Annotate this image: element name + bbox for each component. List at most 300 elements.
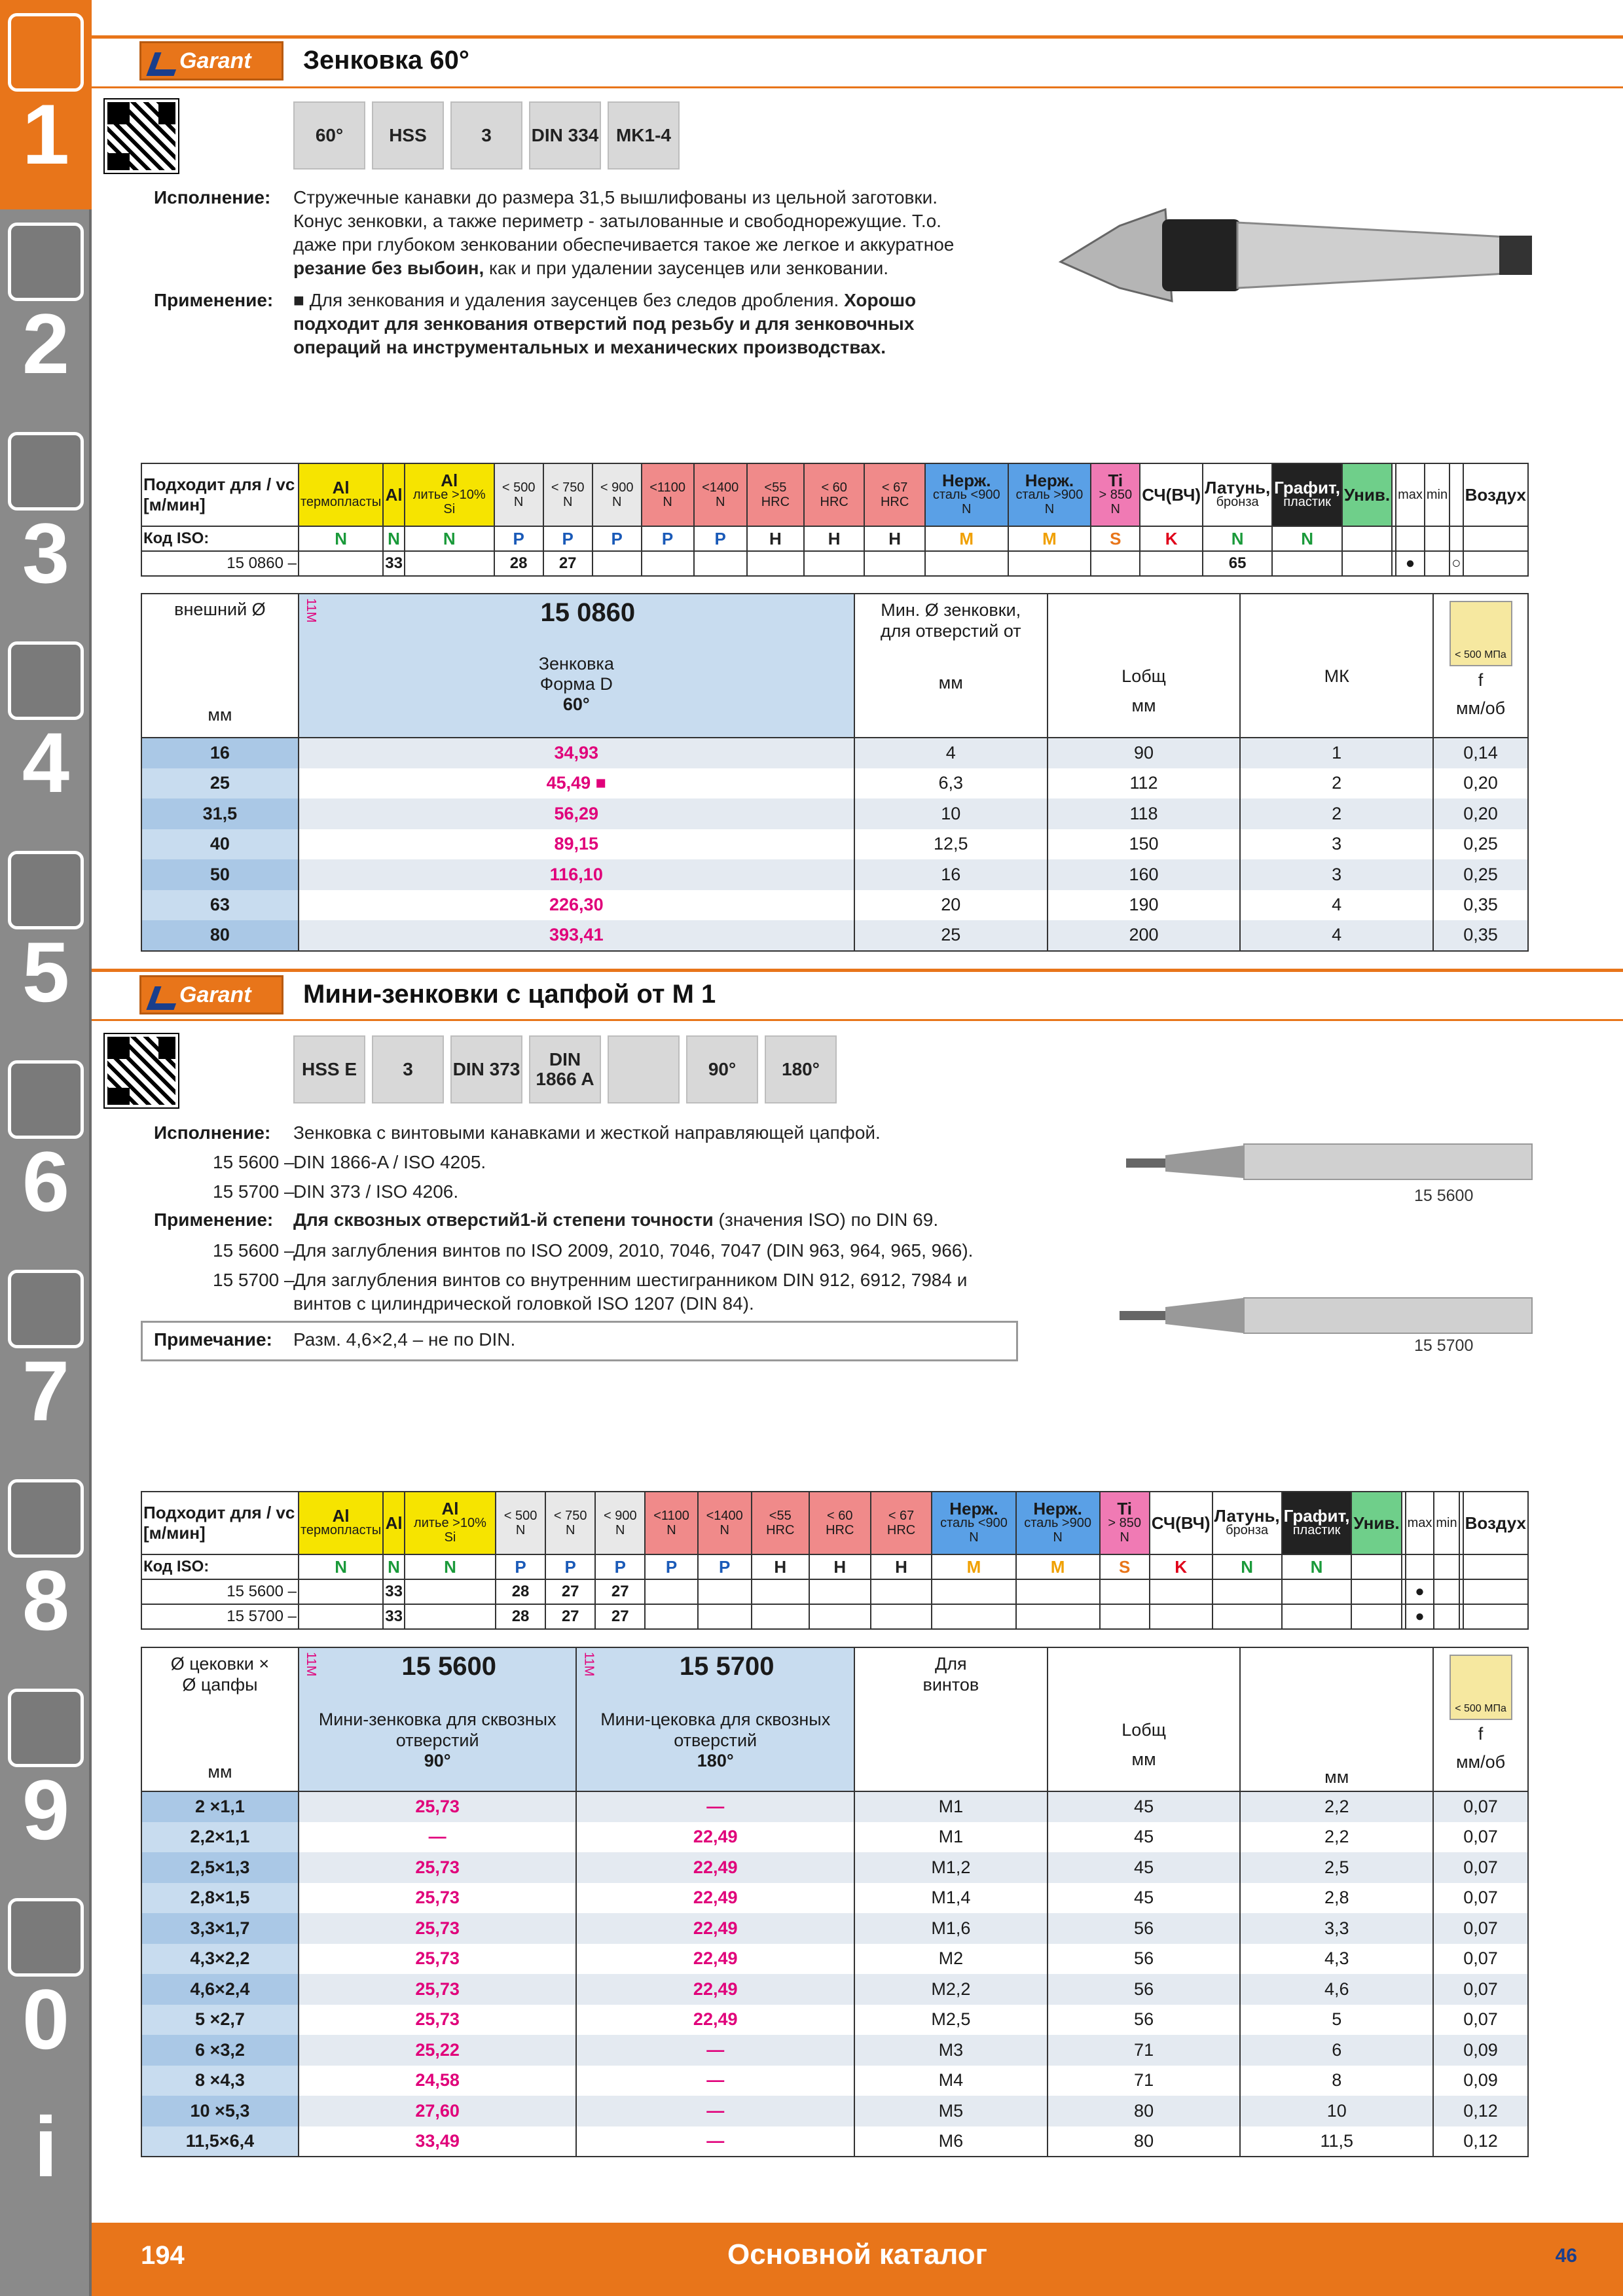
header-article-150860: 11M 15 0860 Зенковка Форма D 60° [299, 594, 854, 738]
chapter-icon [8, 432, 84, 511]
iso-value [405, 551, 494, 576]
table-row [141, 1791, 1528, 1822]
material-col-11: Нерж. сталь <900 N [932, 1492, 1015, 1554]
table-cell: 8 [1240, 2066, 1433, 2096]
iso-code: P [494, 526, 543, 551]
chapter-icon [8, 1479, 84, 1558]
table-cell: 5 [1240, 2005, 1433, 2036]
iso-value: 27 [545, 1579, 595, 1604]
exec-text-2: Зенковка с винтовыми канавками и жесткой направляющей цапфой. [293, 1122, 881, 1143]
iso-value [405, 1604, 496, 1629]
material-col-14: СЧ(ВЧ) [1140, 463, 1203, 526]
app-text-2: Для сквозных отверстий1-й степени точности (значения ISO) по DIN 69. [293, 1210, 939, 1230]
iso-value [1091, 551, 1140, 576]
material-col-2: Al литье >10% Si [405, 1492, 496, 1554]
caption-155700: 15 5700 [1414, 1336, 1474, 1355]
iso-code-label: Код ISO: [141, 526, 299, 551]
iso-code: P [593, 526, 642, 551]
chapter-number: 1 [22, 86, 70, 182]
table-cell: M2,2 [854, 1974, 1048, 2005]
exec-line-1: DIN 1866-A / ISO 4205. [293, 1152, 486, 1172]
price-cell: — [576, 2126, 854, 2157]
price-cell: — [299, 1822, 577, 1853]
table-cell: 2,2×1,1 [141, 1822, 299, 1853]
table-cell: 0,07 [1433, 1883, 1528, 1914]
spec-badge-1: 3 [372, 1035, 444, 1103]
table-row [141, 859, 1528, 890]
iso-row-article: 15 0860 – [141, 551, 299, 576]
iso-code: K [1150, 1554, 1213, 1579]
table-row [141, 829, 1528, 860]
iso-code: N [1282, 1554, 1352, 1579]
chapter-icon [8, 851, 84, 929]
material-col-0: Al термопласты [299, 463, 383, 526]
iso-code-label: Код ISO: [141, 1554, 299, 1579]
iso-value [1016, 1604, 1100, 1629]
material-col-13: Ti > 850 N [1091, 463, 1140, 526]
chapter-tab-8[interactable] [0, 1466, 92, 1676]
iso-code: H [871, 1554, 932, 1579]
iso-value [871, 1604, 932, 1629]
table-cell: M3 [854, 2035, 1048, 2066]
table-row [141, 2005, 1528, 2036]
table-cell: 2,2 [1240, 1822, 1433, 1853]
price-cell: 25,73 [299, 1791, 577, 1822]
table-cell: 0,09 [1433, 2035, 1528, 2066]
catalog-title: Основной каталог [727, 2238, 987, 2270]
iso-value: 27 [543, 551, 593, 576]
table-cell: 4,6 [1240, 1974, 1433, 2005]
spec-badge-4 [608, 1035, 680, 1103]
table-cell: 200 [1048, 920, 1241, 951]
table-cell: 63 [141, 890, 299, 921]
chapter-number: 4 [22, 715, 70, 810]
material-col-12: Нерж. сталь >900 N [1016, 1492, 1100, 1554]
iso-code: P [642, 526, 694, 551]
table-cell: 10 [1240, 2096, 1433, 2126]
app-label-2: Применение: [154, 1210, 274, 1230]
table-cell: 45 [1048, 1822, 1241, 1853]
table-row [141, 1944, 1528, 1975]
table-cell: M1,4 [854, 1883, 1048, 1914]
price-cell: 393,41 [299, 920, 854, 951]
price-cell: 22,49 [576, 1852, 854, 1883]
price-cell: 22,49 [576, 1913, 854, 1944]
table-cell: 2 [1240, 798, 1433, 829]
table-cell: 6 ×3,2 [141, 2035, 299, 2066]
chapter-number: 2 [22, 296, 70, 391]
iso-code: M [925, 526, 1008, 551]
material-col-14: СЧ(ВЧ) [1150, 1492, 1213, 1554]
spec-badge-2: 3 [450, 101, 522, 170]
chapter-tab-i[interactable] [0, 2094, 92, 2296]
chapter-tab-0[interactable] [0, 1885, 92, 2094]
iso-code [1463, 526, 1528, 551]
table-row [141, 1822, 1528, 1853]
exec-line-2: DIN 373 / ISO 4206. [293, 1181, 459, 1202]
iso-code: M [1016, 1554, 1100, 1579]
iso-value: 65 [1203, 551, 1272, 576]
app-label: Применение: [154, 290, 274, 310]
price-cell: 25,22 [299, 2035, 577, 2066]
iso-value: 27 [545, 1604, 595, 1629]
iso-code: P [645, 1554, 697, 1579]
mini-countersink-table [141, 1647, 1529, 2157]
spec-badge-0: HSS E [293, 1035, 365, 1103]
exec-label-2: Исполнение: [154, 1122, 271, 1143]
caption-155600: 15 5600 [1414, 1187, 1474, 1205]
exec-code-2: 15 5700 – [213, 1181, 295, 1202]
iso-value: 27 [595, 1579, 645, 1604]
price-cell: 45,49 ■ [299, 768, 854, 799]
iso-code: H [864, 526, 924, 551]
iso-value: 33 [383, 551, 405, 576]
note-text: Разм. 4,6×2,4 – не по DIN. [293, 1329, 516, 1350]
chapter-tab-3[interactable] [0, 419, 92, 628]
material-col-17: Унив. [1342, 463, 1392, 526]
material-col-8: <55 HRC [752, 1492, 809, 1554]
material-col-5: < 900 N [593, 463, 642, 526]
app-code-2: 15 5700 – [213, 1270, 295, 1290]
app-code-1: 15 5600 – [213, 1240, 295, 1261]
table-row [141, 920, 1528, 951]
table-cell: 45 [1048, 1883, 1241, 1914]
material-col-13: Ti > 850 N [1100, 1492, 1150, 1554]
spec-badge-1: HSS [372, 101, 444, 170]
iso-code [1396, 526, 1425, 551]
table-cell: 80 [141, 920, 299, 951]
table-cell: 10 ×5,3 [141, 2096, 299, 2126]
material-col-5: < 900 N [595, 1492, 645, 1554]
chapter-tab-1[interactable] [0, 0, 92, 209]
countersink-mk-tool-image [1048, 190, 1545, 308]
table-cell: 0,07 [1433, 1791, 1528, 1822]
price-cell: — [576, 2035, 854, 2066]
table-cell: 25 [141, 768, 299, 799]
table-cell: 4 [854, 738, 1048, 768]
table-cell: M1,6 [854, 1913, 1048, 1944]
iso-header-label: Подходит для / vc [м/мин] [141, 463, 299, 526]
table-cell: 3 [1240, 859, 1433, 890]
iso-code: M [932, 1554, 1015, 1579]
iso-code: N [1203, 526, 1272, 551]
iso-row-article: 15 5700 – [141, 1604, 299, 1629]
exec-label: Исполнение: [154, 187, 271, 207]
iso-value [1213, 1604, 1282, 1629]
price-cell: 116,10 [299, 859, 854, 890]
iso-code [1425, 526, 1450, 551]
iso-value [1425, 551, 1450, 576]
iso-value [698, 1579, 752, 1604]
garant-logo: Garant [139, 975, 283, 1014]
iso-code: P [694, 526, 747, 551]
chapter-tab-5[interactable] [0, 838, 92, 1047]
table-cell: 4,3×2,2 [141, 1944, 299, 1975]
table-cell: 0,25 [1433, 859, 1528, 890]
iso-code: N [1272, 526, 1342, 551]
header-total-length: Lобщ мм [1048, 1647, 1241, 1791]
iso-code: P [543, 526, 593, 551]
table-cell: 31,5 [141, 798, 299, 829]
material-col-19: max [1406, 1492, 1434, 1554]
table-cell: 16 [141, 738, 299, 768]
chapter-tab-6[interactable] [0, 1047, 92, 1257]
table-cell: 0,12 [1433, 2126, 1528, 2157]
material-col-6: <1100 N [645, 1492, 697, 1554]
chapter-icon [8, 13, 84, 92]
table-cell: 0,07 [1433, 1913, 1528, 1944]
iso-code: N [405, 526, 494, 551]
table-row [141, 1974, 1528, 2005]
iso-value [809, 1604, 871, 1629]
table-cell: M6 [854, 2126, 1048, 2157]
material-col-8: <55 HRC [747, 463, 804, 526]
iso-value: ● [1406, 1579, 1434, 1604]
table-cell: 80 [1048, 2126, 1241, 2157]
iso-value [1434, 1579, 1459, 1604]
table-cell: 56 [1048, 2005, 1241, 2036]
table-row [141, 2035, 1528, 2066]
iso-value [1351, 1604, 1401, 1629]
iso-value [645, 1604, 697, 1629]
header-morse-taper: МК [1240, 594, 1433, 738]
table-cell: 6,3 [854, 768, 1048, 799]
iso-value [645, 1579, 697, 1604]
iso-row-article: 15 5600 – [141, 1579, 299, 1604]
note-box [141, 1321, 1018, 1361]
table-cell: 10 [854, 798, 1048, 829]
material-col-21 [1450, 463, 1463, 526]
chapter-icon [8, 1060, 84, 1139]
section2-title: Мини-зенковки с цапфой от М 1 [303, 980, 716, 1009]
material-col-16: Графит, пластик [1282, 1492, 1352, 1554]
header-screw-size: Для винтов [854, 1647, 1048, 1791]
app-text: ■ Для зенкования и удаления заусенцев без следов дробления. Хорошо подходит для зенкования отверстий под резьбу и для зенковочных операций на инструментальных и механических производствах. [293, 290, 917, 357]
price-cell: 56,29 [299, 798, 854, 829]
header-total-length: Lобщ мм [1048, 594, 1241, 738]
iso-value [1342, 551, 1392, 576]
iso-value [1016, 1579, 1100, 1604]
table-cell: 0,25 [1433, 829, 1528, 860]
price-cell: 25,73 [299, 1883, 577, 1914]
material-col-11: Нерж. сталь <900 N [925, 463, 1008, 526]
countersink-60-table [141, 593, 1529, 952]
table-cell: 0,07 [1433, 2005, 1528, 2036]
table-row [141, 2066, 1528, 2096]
price-cell: 33,49 [299, 2126, 577, 2157]
table-cell: 0,07 [1433, 1944, 1528, 1975]
iso-value [1150, 1579, 1213, 1604]
price-cell: 25,73 [299, 1944, 577, 1975]
material-col-15: Латунь, бронза [1203, 463, 1272, 526]
table-cell: 25 [854, 920, 1048, 951]
table-cell: M1 [854, 1822, 1048, 1853]
iso-value: 28 [494, 551, 543, 576]
material-col-20: min [1434, 1492, 1459, 1554]
table-cell: 71 [1048, 2035, 1241, 2066]
page-number: 194 [141, 2241, 185, 2270]
iso-value [871, 1579, 932, 1604]
table-cell: 16 [854, 859, 1048, 890]
table-cell: 0,09 [1433, 2066, 1528, 2096]
price-cell: 24,58 [299, 2066, 577, 2096]
spec-badge-4: MK1-4 [608, 101, 680, 170]
iso-value [1282, 1604, 1352, 1629]
iso-value [1463, 1579, 1528, 1604]
table-cell: 4 [1240, 920, 1433, 951]
iso-value [1282, 1579, 1352, 1604]
iso-value [1150, 1604, 1213, 1629]
iso-value [642, 551, 694, 576]
iso-code: P [496, 1554, 545, 1579]
garant-logo: Garant [139, 41, 283, 81]
table-cell: 0,20 [1433, 768, 1528, 799]
table-cell: 118 [1048, 798, 1241, 829]
note-label: Примечание: [154, 1329, 272, 1350]
table-cell: 112 [1048, 768, 1241, 799]
table-cell: 2,5×1,3 [141, 1852, 299, 1883]
iso-value [1213, 1579, 1282, 1604]
table-cell: 2,8 [1240, 1883, 1433, 1914]
iso-code: N [405, 1554, 496, 1579]
material-col-22: Воздух [1463, 463, 1528, 526]
table-cell: 2,5 [1240, 1852, 1433, 1883]
table-cell: M5 [854, 2096, 1048, 2126]
table-cell: 5 ×2,7 [141, 2005, 299, 2036]
iso-value [747, 551, 804, 576]
table-cell: 3 [1240, 829, 1433, 860]
price-cell: 89,15 [299, 829, 854, 860]
chapter-icon [8, 1270, 84, 1348]
iso-code [1351, 1554, 1401, 1579]
table-cell: 0,07 [1433, 1974, 1528, 2005]
iso-code: H [747, 526, 804, 551]
table-cell: 2,8×1,5 [141, 1883, 299, 1914]
header-diameter-pilot: Ø цековки × Ø цапфы мм [141, 1647, 299, 1791]
material-col-7: <1400 N [698, 1492, 752, 1554]
iso-value [1463, 1604, 1528, 1629]
table-cell: M1 [854, 1791, 1048, 1822]
iso-value: 28 [496, 1579, 545, 1604]
chapter-tab-4[interactable] [0, 628, 92, 838]
iso-value [752, 1579, 809, 1604]
iso-value: ● [1406, 1604, 1434, 1629]
price-cell: — [576, 2066, 854, 2096]
table-cell: 4 [1240, 890, 1433, 921]
section1-title-rule [92, 86, 1623, 88]
table-cell: M2,5 [854, 2005, 1048, 2036]
iso-value [1100, 1604, 1150, 1629]
iso-value [809, 1579, 871, 1604]
price-cell: 25,73 [299, 1913, 577, 1944]
chapter-number: 0 [22, 1971, 70, 2067]
qr-code-icon[interactable] [105, 99, 178, 173]
table-cell: 11,5 [1240, 2126, 1433, 2157]
iso-code: M [1008, 526, 1091, 551]
iso-value: ● [1396, 551, 1425, 576]
table-row [141, 1913, 1528, 1944]
table-cell: 3,3×1,7 [141, 1913, 299, 1944]
table-cell: 2 [1240, 768, 1433, 799]
table-cell: 0,07 [1433, 1822, 1528, 1853]
iso-code: H [804, 526, 864, 551]
price-cell: 25,73 [299, 1974, 577, 2005]
table-row [141, 768, 1528, 799]
table-cell: 45 [1048, 1791, 1241, 1822]
material-col-0: Al термопласты [299, 1492, 383, 1554]
table-cell: 4,3 [1240, 1944, 1433, 1975]
iso-value: 33 [383, 1604, 405, 1629]
header-outer-diameter: внешний Ø мм [141, 594, 299, 738]
iso-value [1434, 1604, 1459, 1629]
table-cell: 4,6×2,4 [141, 1974, 299, 2005]
iso-code: N [1213, 1554, 1282, 1579]
chapter-icon [8, 1898, 84, 1977]
iso-header-label: Подходит для / vc [м/мин] [141, 1492, 299, 1554]
header-feed: < 500 МПа f мм/об [1433, 1647, 1528, 1791]
spec-badge-5: 90° [686, 1035, 758, 1103]
iso-code: H [752, 1554, 809, 1579]
chapter-tab-2[interactable] [0, 209, 92, 419]
iso-code [1434, 1554, 1459, 1579]
table-cell: 150 [1048, 829, 1241, 860]
table-cell: 40 [141, 829, 299, 860]
table-cell: M4 [854, 2066, 1048, 2096]
iso-value [1008, 551, 1091, 576]
section2-top-rule [92, 969, 1623, 972]
iso-value [593, 551, 642, 576]
header-article-155700: 11M 15 5700 Мини-цековка для сквозных отверстий 180° [576, 1647, 854, 1791]
table-row [141, 890, 1528, 921]
chapter-number: 6 [22, 1134, 70, 1229]
table-cell: 8 ×4,3 [141, 2066, 299, 2096]
iso-code [1406, 1554, 1434, 1579]
iso-code [1342, 526, 1392, 551]
app-line-1: Для заглубления винтов по ISO 2009, 2010, 7046, 7047 (DIN 963, 964, 965, 966). [293, 1240, 974, 1261]
iso-code [1450, 526, 1463, 551]
chapter-sidebar [0, 0, 92, 2296]
mini-countersink-image [1126, 1139, 1539, 1185]
price-cell: 34,93 [299, 738, 854, 768]
spec-badge-0: 60° [293, 101, 365, 170]
spec-badge-2: DIN 373 [450, 1035, 522, 1103]
table-cell: 56 [1048, 1974, 1241, 2005]
price-cell: 22,49 [576, 1822, 854, 1853]
material-col-4: < 750 N [545, 1492, 595, 1554]
iso-value: 28 [496, 1604, 545, 1629]
iso-material-table-1 [141, 463, 1529, 577]
header-min-diameter: Мин. Ø зенковки, для отверстий от мм [854, 594, 1048, 738]
exec-code-1: 15 5600 – [213, 1152, 295, 1172]
iso-value [1100, 1579, 1150, 1604]
iso-value [1463, 551, 1528, 576]
qr-code-icon[interactable] [105, 1034, 178, 1107]
chapter-tab-7[interactable] [0, 1257, 92, 1466]
chapter-tab-9[interactable] [0, 1676, 92, 1885]
price-cell: 22,49 [576, 2005, 854, 2036]
chapter-number: 5 [22, 924, 70, 1020]
table-row [141, 2126, 1528, 2157]
footer [92, 2223, 1623, 2296]
material-col-17: Унив. [1351, 1492, 1401, 1554]
section1-top-rule [92, 35, 1623, 39]
iso-value [804, 551, 864, 576]
material-col-9: < 60 HRC [809, 1492, 871, 1554]
table-row [141, 798, 1528, 829]
price-cell: 226,30 [299, 890, 854, 921]
table-cell: 0,20 [1433, 798, 1528, 829]
iso-value [299, 1579, 383, 1604]
